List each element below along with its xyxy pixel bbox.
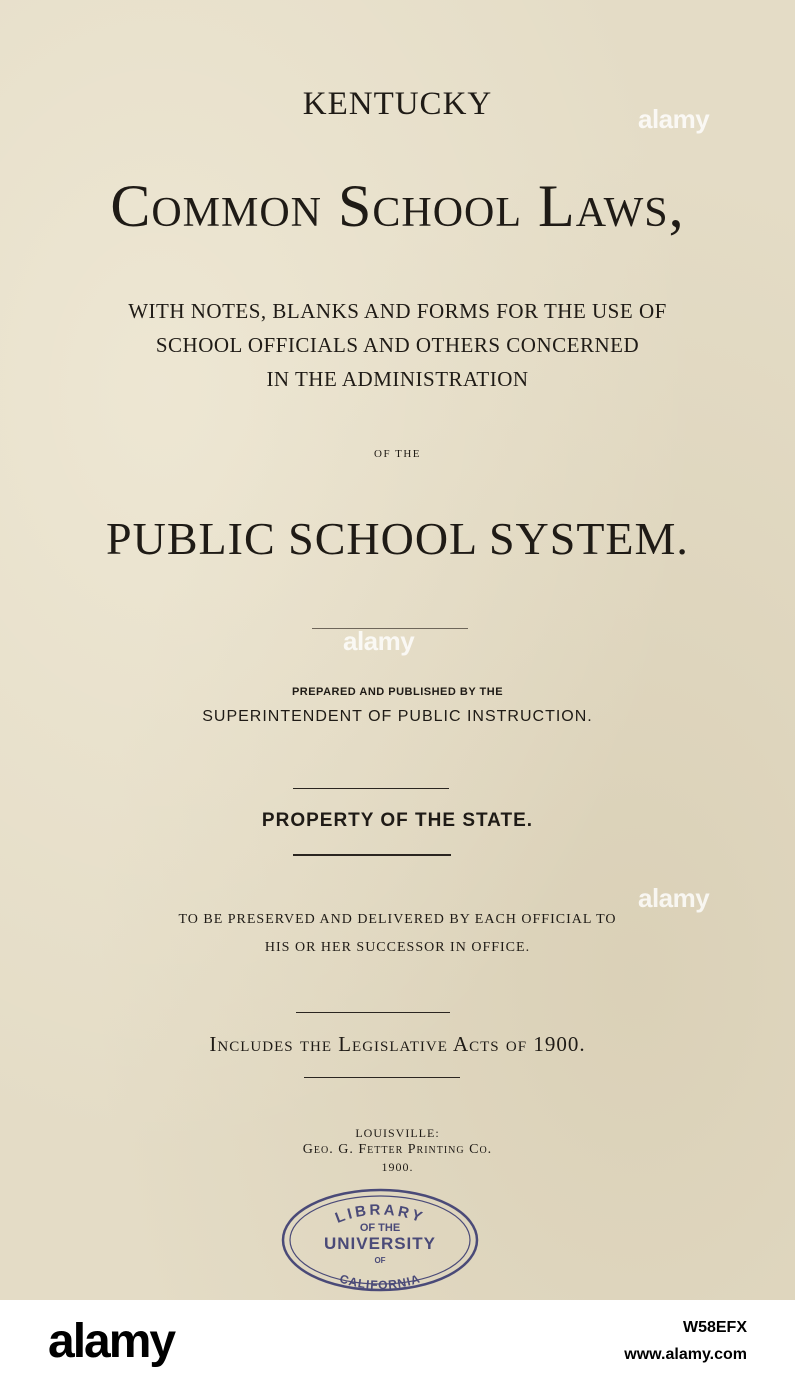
system-heading: PUBLIC SCHOOL SYSTEM. [106, 513, 689, 564]
of-the-text: OF THE [374, 448, 421, 460]
imprint-year: 1900. [381, 1160, 414, 1174]
imprint-city: LOUISVILLE: [355, 1126, 440, 1140]
subtitle-line-3: IN THE ADMINISTRATION [266, 367, 529, 391]
divider-rule [293, 854, 451, 856]
site-url-text: www.alamy.com [624, 1346, 747, 1363]
watermark: alamy [638, 883, 710, 913]
stamp-university: UNIVERSITY [323, 1234, 437, 1253]
superintendent-text: SUPERINTENDENT OF PUBLIC INSTRUCTION. [202, 708, 593, 725]
stamp-arc-bottom: CALIFORNIA [337, 1271, 423, 1293]
stamp-arc-top: LIBRARY [332, 1201, 428, 1227]
image-id-text: W58EFX [682, 1319, 747, 1336]
divider-rule [304, 1077, 460, 1078]
stamp-of-the: OF THE [359, 1222, 401, 1234]
preserve-notice-line-2: HIS OR HER SUCCESSOR IN OFFICE. [264, 940, 531, 955]
property-notice: PROPERTY OF THE STATE. [261, 810, 534, 831]
library-stamp [280, 1187, 480, 1293]
watermark: alamy [638, 104, 710, 134]
stamp-of: OF [374, 1256, 386, 1265]
subtitle-line-1: WITH NOTES, BLANKS AND FORMS FOR THE USE OF [128, 299, 667, 323]
state-heading: KENTUCKY [302, 86, 493, 122]
imprint-printer: Geo. G. Fetter Printing Co. [302, 1142, 493, 1157]
brand-logo: alamy [48, 1315, 175, 1368]
includes-acts-text: Includes the Legislative Acts of 1900. [209, 1032, 586, 1056]
preserve-notice-line-1: TO BE PRESERVED AND DELIVERED BY EACH OFFICIAL TO [178, 912, 617, 927]
subtitle-line-2: SCHOOL OFFICIALS AND OTHERS CONCERNED [155, 333, 640, 357]
divider-rule [293, 788, 449, 789]
watermark: alamy [343, 626, 415, 656]
book-title: Common School Laws, [110, 173, 685, 239]
prepared-by-text: PREPARED AND PUBLISHED BY THE [291, 686, 504, 698]
divider-rule [296, 1012, 450, 1013]
